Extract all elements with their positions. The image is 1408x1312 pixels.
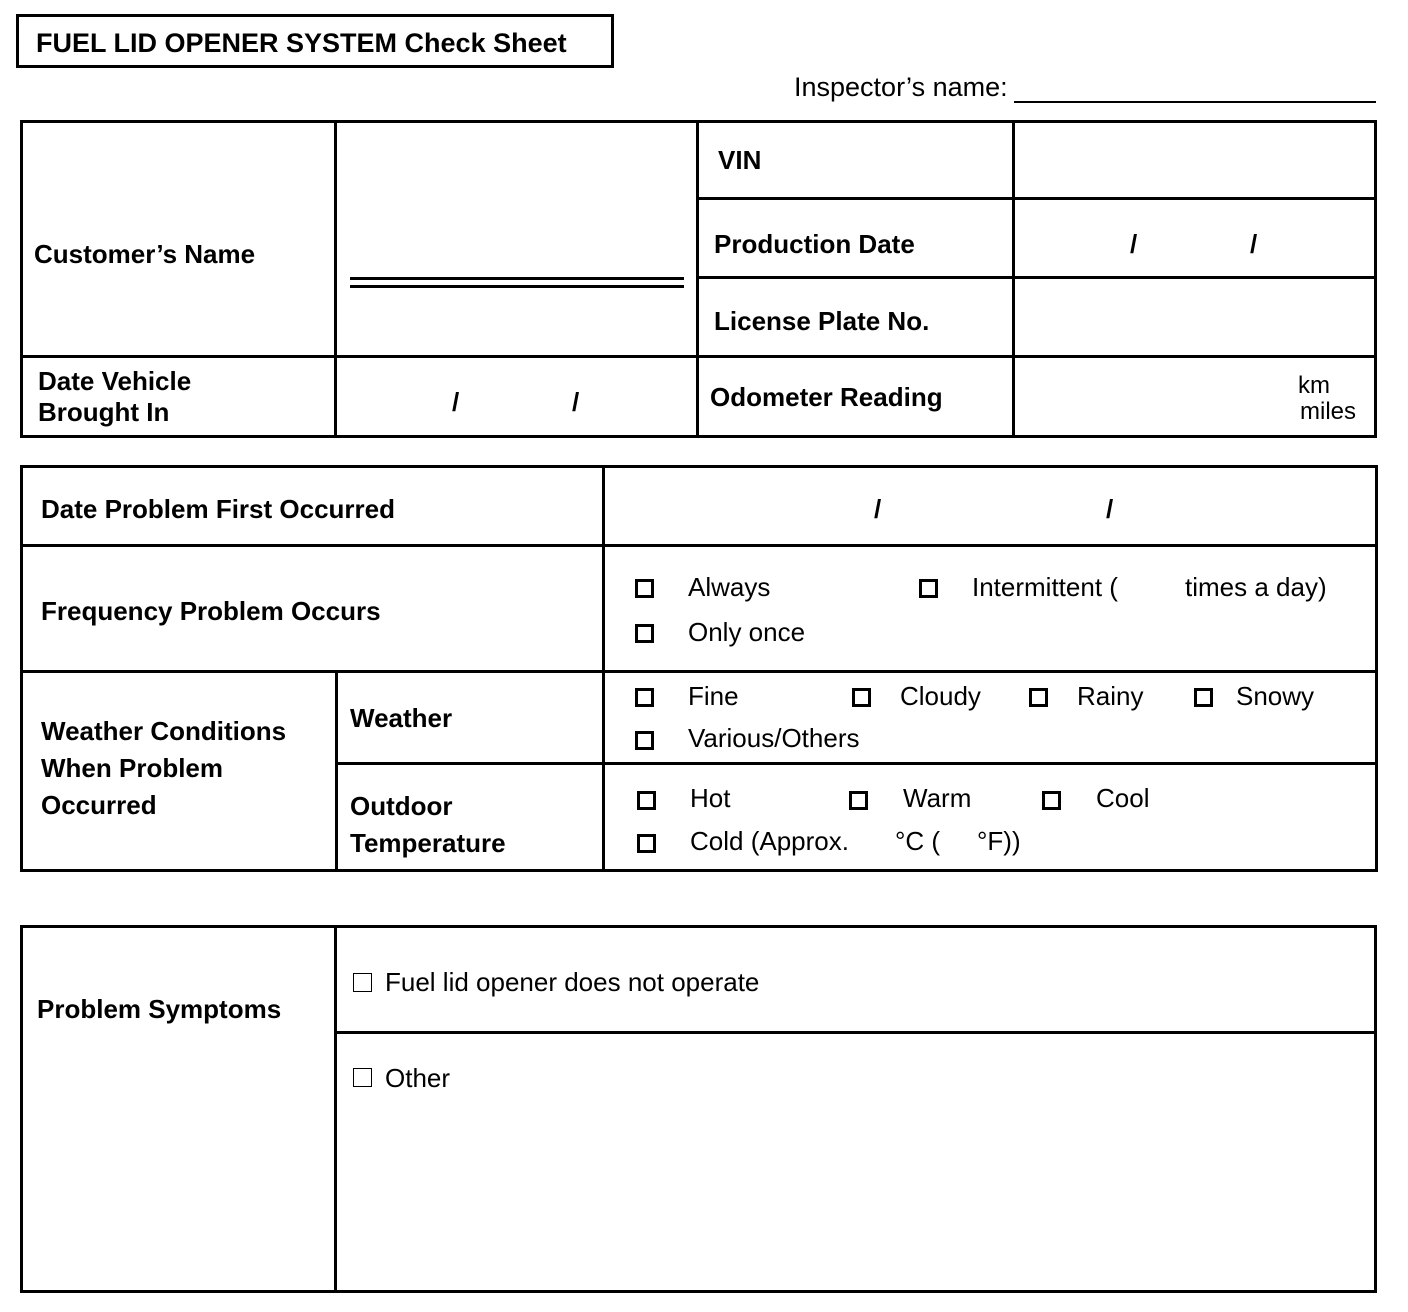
weather-group-line1: Weather Conditions (41, 716, 287, 746)
various-option-label: Various/Others (688, 723, 860, 753)
customer-name-label: Customer’s Name (34, 239, 256, 269)
date-brought-in-label (38, 366, 191, 428)
symptom-other-checkbox[interactable] (353, 1068, 372, 1087)
fine-checkbox[interactable] (635, 688, 654, 707)
temp-label-line1: Outdoor (350, 791, 453, 821)
fine-option-label: Fine (688, 681, 739, 711)
cloudy-checkbox[interactable] (852, 688, 871, 707)
cold-option-label: Cold (Approx. (690, 826, 849, 856)
degrees-c-label: °C ( (895, 826, 941, 856)
times-a-day-label: times a day) (1185, 572, 1327, 602)
frequency-label: Frequency Problem Occurs (41, 596, 381, 626)
problem-symptoms-label: Problem Symptoms (37, 994, 282, 1024)
hot-option-label: Hot (690, 783, 731, 813)
various-checkbox[interactable] (635, 731, 654, 750)
symptom-other-label: Other (385, 1063, 451, 1093)
weather-group-line3: Occurred (41, 789, 157, 820)
license-plate-label: License Plate No. (714, 306, 930, 336)
outdoor-temperature-label (350, 788, 506, 862)
only-once-option-label: Only once (688, 617, 806, 647)
symptom-no-operate-label: Fuel lid opener does not operate (385, 967, 760, 997)
date-brought-in-label-line2: Brought In (38, 397, 170, 428)
first-occurred-separator: / (1106, 494, 1114, 524)
odometer-label: Odometer Reading (710, 382, 943, 412)
degrees-f-label: °F)) (977, 826, 1021, 856)
production-date-separator: / (1250, 229, 1258, 259)
snowy-option-label: Snowy (1236, 681, 1315, 711)
temp-label-line2: Temperature (350, 827, 506, 858)
rainy-checkbox[interactable] (1029, 688, 1048, 707)
weather-group-line2: When Problem (41, 752, 224, 783)
cloudy-option-label: Cloudy (900, 681, 981, 711)
production-date-label: Production Date (714, 229, 915, 259)
sheet-title: FUEL LID OPENER SYSTEM Check Sheet (36, 28, 567, 58)
always-checkbox[interactable] (635, 579, 654, 598)
production-date-separator: / (1130, 229, 1138, 259)
cool-checkbox[interactable] (1042, 791, 1061, 810)
intermittent-checkbox[interactable] (919, 579, 938, 598)
inspector-label: Inspector’s name: (794, 72, 1008, 102)
customer-name-field[interactable] (350, 277, 684, 288)
always-option-label: Always (688, 572, 771, 602)
inspector-name-field[interactable] (1014, 101, 1376, 103)
symptom-no-operate-checkbox[interactable] (353, 973, 372, 992)
symptom-other-details-field[interactable] (337, 1100, 1373, 1288)
hot-checkbox[interactable] (637, 791, 656, 810)
date-brought-in-separator: / (452, 387, 460, 417)
snowy-checkbox[interactable] (1194, 688, 1213, 707)
first-occurred-label: Date Problem First Occurred (41, 494, 395, 524)
odometer-unit-miles: miles (1300, 398, 1357, 425)
license-plate-field[interactable] (1015, 279, 1373, 355)
odometer-unit-km: km (1298, 372, 1330, 399)
vin-label: VIN (718, 145, 762, 175)
weather-conditions-group-label (41, 713, 286, 824)
warm-option-label: Warm (903, 783, 972, 813)
cool-option-label: Cool (1096, 783, 1150, 813)
weather-label: Weather (350, 703, 453, 733)
warm-checkbox[interactable] (849, 791, 868, 810)
only-once-checkbox[interactable] (635, 624, 654, 643)
vin-field[interactable] (1015, 123, 1373, 197)
first-occurred-separator: / (874, 494, 882, 524)
date-brought-in-separator: / (572, 387, 580, 417)
intermittent-option-label: Intermittent ( (972, 572, 1118, 602)
rainy-option-label: Rainy (1077, 681, 1144, 711)
date-brought-in-label-line1: Date Vehicle (38, 366, 192, 396)
cold-checkbox[interactable] (637, 834, 656, 853)
